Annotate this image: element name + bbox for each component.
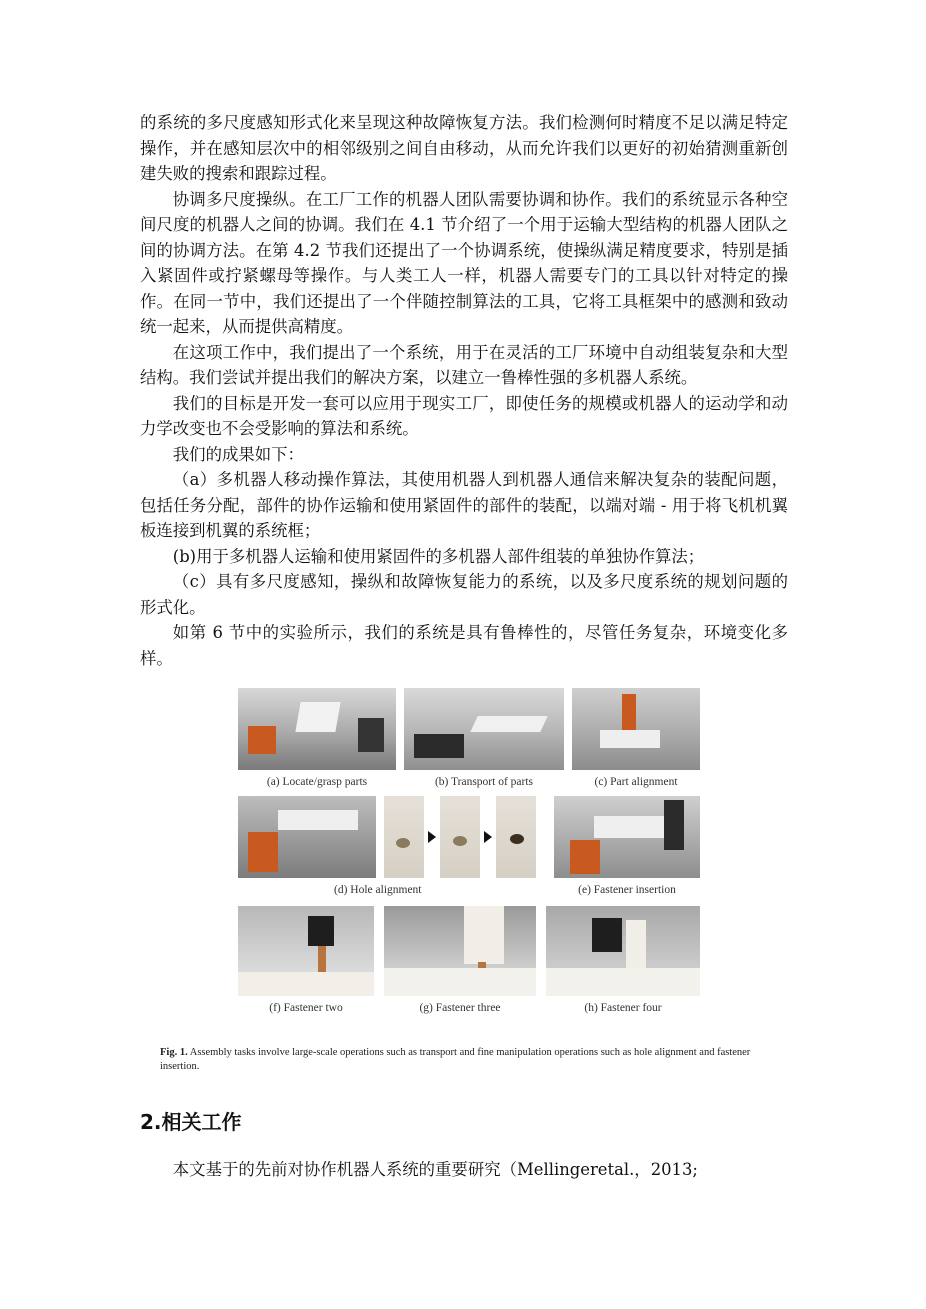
paragraph-2: 协调多尺度操纵。在工厂工作的机器人团队需要协调和协作。我们的系统显示各种空间尺度的机器人之间的协调。我们在 4.1 节介绍了一个用于运输大型结构的机器人团队之间的协调方法。在第 4.2 节我们还提出了一个协调系统，使操纵满足精度要求，特别是插入紧固件或拧紧螺母等操作。与人类工人一样，机器人需要专门的工具以针对特定的操作。在同一节中，我们还提出了一个伴随控制算法的工具，它将工具框架中的感测和致动统一起来，从而提供高精度。 <box>140 189 788 336</box>
caption-g: (g) Fastener three <box>419 1002 501 1014</box>
section-body <box>140 1157 788 1183</box>
figure-caption <box>160 1046 780 1074</box>
paragraph-7: (b)用于多机器人运输和使用紧固件的多机器人部件组装的单独协作算法； <box>172 546 705 566</box>
caption-h: (h) Fastener four <box>584 1002 662 1014</box>
subfigure-c <box>572 688 700 788</box>
robot-photo-f <box>238 906 374 996</box>
paragraph-related-work: 本文基于的先前对协作机器人系统的重要研究（Mellingeretal.，2013; <box>172 1160 698 1179</box>
hole-frame-2 <box>440 796 480 878</box>
robot-photo-b <box>404 688 564 770</box>
subfigure-b <box>404 688 564 788</box>
arrow-icon <box>484 831 492 843</box>
subfigure-d <box>238 796 536 896</box>
robot-photo-g <box>384 906 536 996</box>
paragraph-8: （c）具有多尺度感知，操纵和故障恢复能力的系统，以及多尺度系统的规划问题的形式化。 <box>140 572 788 617</box>
caption-f: (f) Fastener two <box>269 1002 343 1014</box>
figure-1 <box>238 688 700 1014</box>
subfigure-f <box>238 906 374 1014</box>
hole-frame-3 <box>496 796 536 878</box>
subfigure-a <box>238 688 396 788</box>
figure-label: Fig. 1. <box>160 1047 188 1058</box>
robot-photo-c <box>572 688 700 770</box>
paragraph-6: （a）多机器人移动操作算法，其使用机器人到机器人通信来解决复杂的装配问题，包括任务分配，部件的协作运输和使用紧固件的部件的装配，以端对端 - 用于将飞机机翼板连接到机翼的系统框； <box>140 470 788 540</box>
paragraph-4: 我们的目标是开发一套可以应用于现实工厂，即使任务的规模或机器人的运动学和动力学改变也不会受影响的算法和系统。 <box>140 393 788 438</box>
arrow-icon <box>428 831 436 843</box>
robot-photo-d <box>238 796 376 878</box>
paragraph-5: 我们的成果如下： <box>172 444 304 464</box>
caption-c: (c) Part alignment <box>594 776 678 788</box>
figure-caption-text: Assembly tasks involve large-scale operations such as transport and fine manipulation operations such as hole alignment and fastener insertion. <box>160 1047 751 1072</box>
robot-photo-a <box>238 688 396 770</box>
hole-alignment-sequence <box>384 796 536 878</box>
caption-e: (e) Fastener insertion <box>578 884 676 896</box>
subfigure-e <box>554 796 700 896</box>
subfigure-g <box>384 906 536 1014</box>
robot-photo-e <box>554 796 700 878</box>
paragraph-3: 在这项工作中，我们提出了一个系统，用于在灵活的工厂环境中自动组装复杂和大型结构。我们尝试并提出我们的解决方案，以建立一鲁棒性强的多机器人系统。 <box>140 342 788 387</box>
paragraph-9: 如第 6 节中的实验所示，我们的系统是具有鲁棒性的，尽管任务复杂，环境变化多样。 <box>140 623 788 668</box>
section-heading: 2.相关工作 <box>140 1110 242 1134</box>
caption-b: (b) Transport of parts <box>434 776 534 788</box>
hole-frame-1 <box>384 796 424 878</box>
body-text <box>140 110 788 671</box>
robot-photo-h <box>546 906 700 996</box>
subfigure-h <box>546 906 700 1014</box>
caption-a: (a) Locate/grasp parts <box>266 776 368 788</box>
caption-d: (d) Hole alignment <box>334 884 422 896</box>
paragraph-1: 的系统的多尺度感知形式化来呈现这种故障恢复方法。我们检测何时精度不足以满足特定操作，并在感知层次中的相邻级别之间自由移动，从而允许我们以更好的初始猜测重新创建失败的搜索和跟踪过程。 <box>140 113 788 183</box>
